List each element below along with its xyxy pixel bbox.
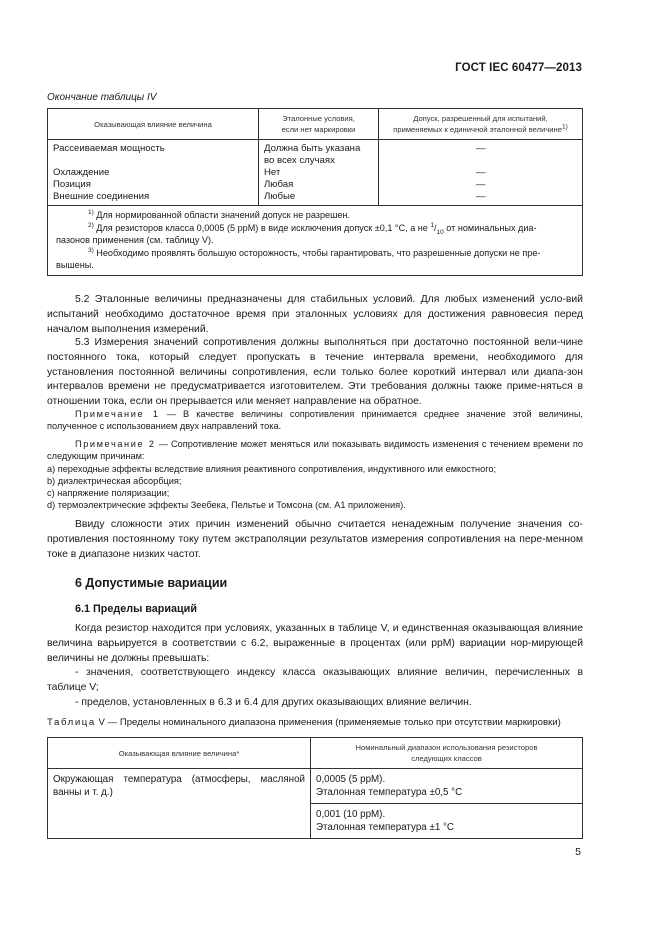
clause-6-1-text: Когда резистор находится при условиях, указанных в таблице V, и единственная оказывающая влияние величина варьируется в соответствии с 6.2, выраженные в процентах (или ppM) вариации нор-мирующей величины не должны превышать: - значения, соответствующего индексу класса оказывающих влияние величин, перечисленных в таблице V; - пределов, установленных в 6.3 и 6.4 для других оказывающих влияние величин.: [47, 622, 583, 711]
footnote-3: $^{3)}$ Необходимо проявлять большую осторожность, чтобы гарантировать, что разрешенные допуски не пре-: [88, 246, 541, 258]
footnote-2: $^{2)}$ Для резисторов класса 0,0005 (5 ppM) в виде исключения допуск ±0,1 °С, а не $^1/_{10}$ от номинальных диа-: [88, 221, 537, 236]
table-iv-header-row: [48, 109, 583, 140]
footnote-2-cont: пазонов применения (см. таблицу V).: [56, 235, 214, 245]
table-v-header-range: Номинальный диапазон использования резисторов следующих классов: [311, 738, 583, 769]
cell-influence: Рассеиваемая мощность Охлаждение Позиция Внешние соединения: [48, 140, 259, 206]
cell-influence: Окружающая температура (атмосферы, масляной ванны и т. д.): [48, 769, 311, 839]
footnote-3-cont: вышены.: [56, 260, 94, 270]
list-item: a) переходные эффекты вследствие влияния реактивного сопротивления, индуктивного или емкостного;: [47, 463, 497, 474]
table-row: [48, 140, 583, 206]
clause-5-2: 5.2 Эталонные величины предназначены для стабильных условий. Для любых изменений усло-вий испытаний необходимо достаточное время при эталонных условиях для достижения равновесия перед началом выполнения измерений.: [47, 294, 583, 335]
table-iv-header-reference: Эталонные условия, если нет маркировки: [259, 109, 379, 140]
table-v-header-row: [48, 738, 583, 769]
section-6-title: 6 Допустимые вариации: [75, 576, 228, 590]
table-v: [47, 737, 583, 839]
cell-tolerance: — — — —: [379, 140, 583, 206]
note-2: Примечание 2 — Сопротивление может меняться или показывать видимость изменения с течением времени по следующим причинам: a) переходные эффекты вследствие влияния реактивного сопротивления, индуктивного или емкостного; b) диэлектрическая абсорбция; c) напряжение поляризации; d) термоэлектрические эффекты Зеебека, Пельтье и Томсона (см. А1 приложения).: [47, 439, 583, 511]
table-iv-header-influence: Оказывающая влияние величина: [48, 109, 259, 140]
section-6-1-title: 6.1 Пределы вариаций: [75, 603, 197, 615]
cell-reference: Должна быть указана во всех случаях Нет Любая Любые: [259, 140, 379, 206]
footnote-1: $^{1)}$ Для нормированной области значений допуск не разрешен.: [88, 208, 350, 220]
table-iv-header-tolerance: Допуск, разрешенный для испытаний, применяемых к единичной эталонной величине$^{1)}$: [379, 109, 583, 140]
page-number: 5: [575, 846, 581, 858]
table-iv-footnotes: [48, 206, 583, 276]
document-header: ГОСТ IEC 60477—2013: [455, 62, 582, 74]
note-1: Примечание 1 — В качестве величины сопротивления принимается среднее значение этой величины, полученное с использованием двух направлений тока.: [47, 409, 583, 432]
table-iv: [47, 108, 583, 276]
list-item: d) термоэлектрические эффекты Зеебека, Пельтье и Томсона (см. А1 приложения).: [47, 500, 406, 511]
list-item: c) напряжение поляризации;: [47, 488, 170, 499]
table-iv-continuation-caption: Окончание таблицы IV: [47, 92, 157, 103]
paragraph-complexity: Ввиду сложности этих причин изменений обычно считается ненадежным получение значения со-противления постоянному току путем экстраполяции результатов измерения сопротивления на пере-менном токе в диапазоне низких частот.: [47, 519, 583, 560]
cell-range: 0,0005 (5 ppM). Эталонная температура ±0,5 °С: [311, 769, 583, 804]
list-item: b) диэлектрическая абсорбция;: [47, 475, 182, 486]
table-row: [48, 769, 583, 804]
list-item: - пределов, установленных в 6.3 и 6.4 для других оказывающих влияние величин.: [75, 696, 472, 708]
table-v-caption: Таблица V — Пределы номинального диапазона применения (применяемые только при отсутствии маркировки): [47, 717, 561, 728]
list-item: - значения, соответствующего индексу класса оказывающих влияние величин, перечисленных в таблице V;: [47, 667, 583, 694]
table-v-header-influence: Оказывающая влияние величина*: [48, 738, 311, 769]
clause-5-3: 5.3 Измерения значений сопротивления должны выполняться при достаточно постоянной вели-чине постоянного тока, который следует пропускать в течение интервала времени, необходимого для установления постоянной величины сопротивления, если только более короткий интервал или диапа-зон интервалов времени не предусматривается изготовителем. Эти требования должны также приме-няться в отношении тока, если он прерывается или меняет направление на обратное.: [47, 337, 583, 408]
cell-range: 0,001 (10 ppM). Эталонная температура ±1 °С: [311, 804, 583, 839]
